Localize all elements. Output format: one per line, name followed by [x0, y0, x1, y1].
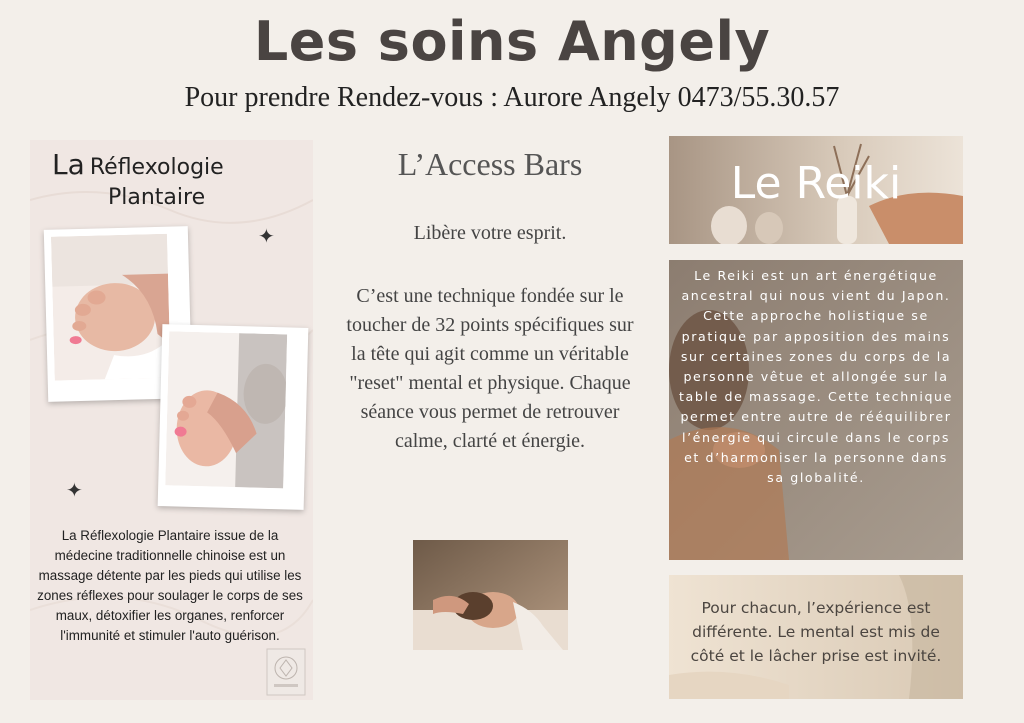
logo-stamp [266, 648, 306, 696]
page-title: Les soins Angely [253, 10, 771, 73]
access-bars-title: L’Access Bars [397, 146, 583, 182]
sparkle-icon: ✦ [66, 480, 83, 502]
head-massage-illustration [413, 540, 568, 650]
access-bars-photo [413, 540, 568, 650]
appointment-contact: Pour prendre Rendez-vous : Aurore Angely 0473/55.30.57 [184, 82, 840, 113]
reflexology-title [52, 148, 292, 210]
reflexology-title-word2: Plantaire [108, 185, 206, 210]
reiki-description: Le Reiki est un art énergétique ancestral qui nous vient du Japon. Cette approche holistique se pratique par apposition des mains sur certaines zones du corps de la personne vêtue et allongée sur la table de massage. Cette technique permet entre autre de rééquilibrer l’énergie qui circule dans le corps et d’harmoniser la personne dans sa globalité. [679, 268, 953, 486]
foot-reflexology-illustration [165, 331, 287, 488]
reiki-closing-text: Pour chacun, l’expérience est différente. Le mental est mis de côté et le lâcher prise est invité. [690, 599, 942, 665]
foot-reflexology-photo [158, 324, 309, 510]
access-bars-tagline: Libère votre esprit. [413, 222, 567, 244]
reflexology-description: La Réflexologie Plantaire issue de la médecine traditionnelle chinoise est un massage détente par les pieds qui utilise les zones réflexes pour soulager le corps de ses maux, détoxifier les organes, renforcer l'immunité et stimuler l'auto guérison. [37, 528, 303, 643]
reflexology-title-word1: Réflexologie [89, 155, 224, 180]
reiki-title: Le Reiki [730, 158, 902, 209]
access-bars-description: C’est une technique fondée sur le toucher de 32 points spécifiques sur la tête qui agit comme un véritable "reset" mental et physique. Chaque séance vous permet de retrouver calme, clarté et énergie. [346, 285, 634, 452]
sparkle-icon: ✦ [258, 226, 275, 248]
foot-massage-illustration [51, 234, 171, 381]
reflexology-title-prefix: La [52, 148, 85, 181]
